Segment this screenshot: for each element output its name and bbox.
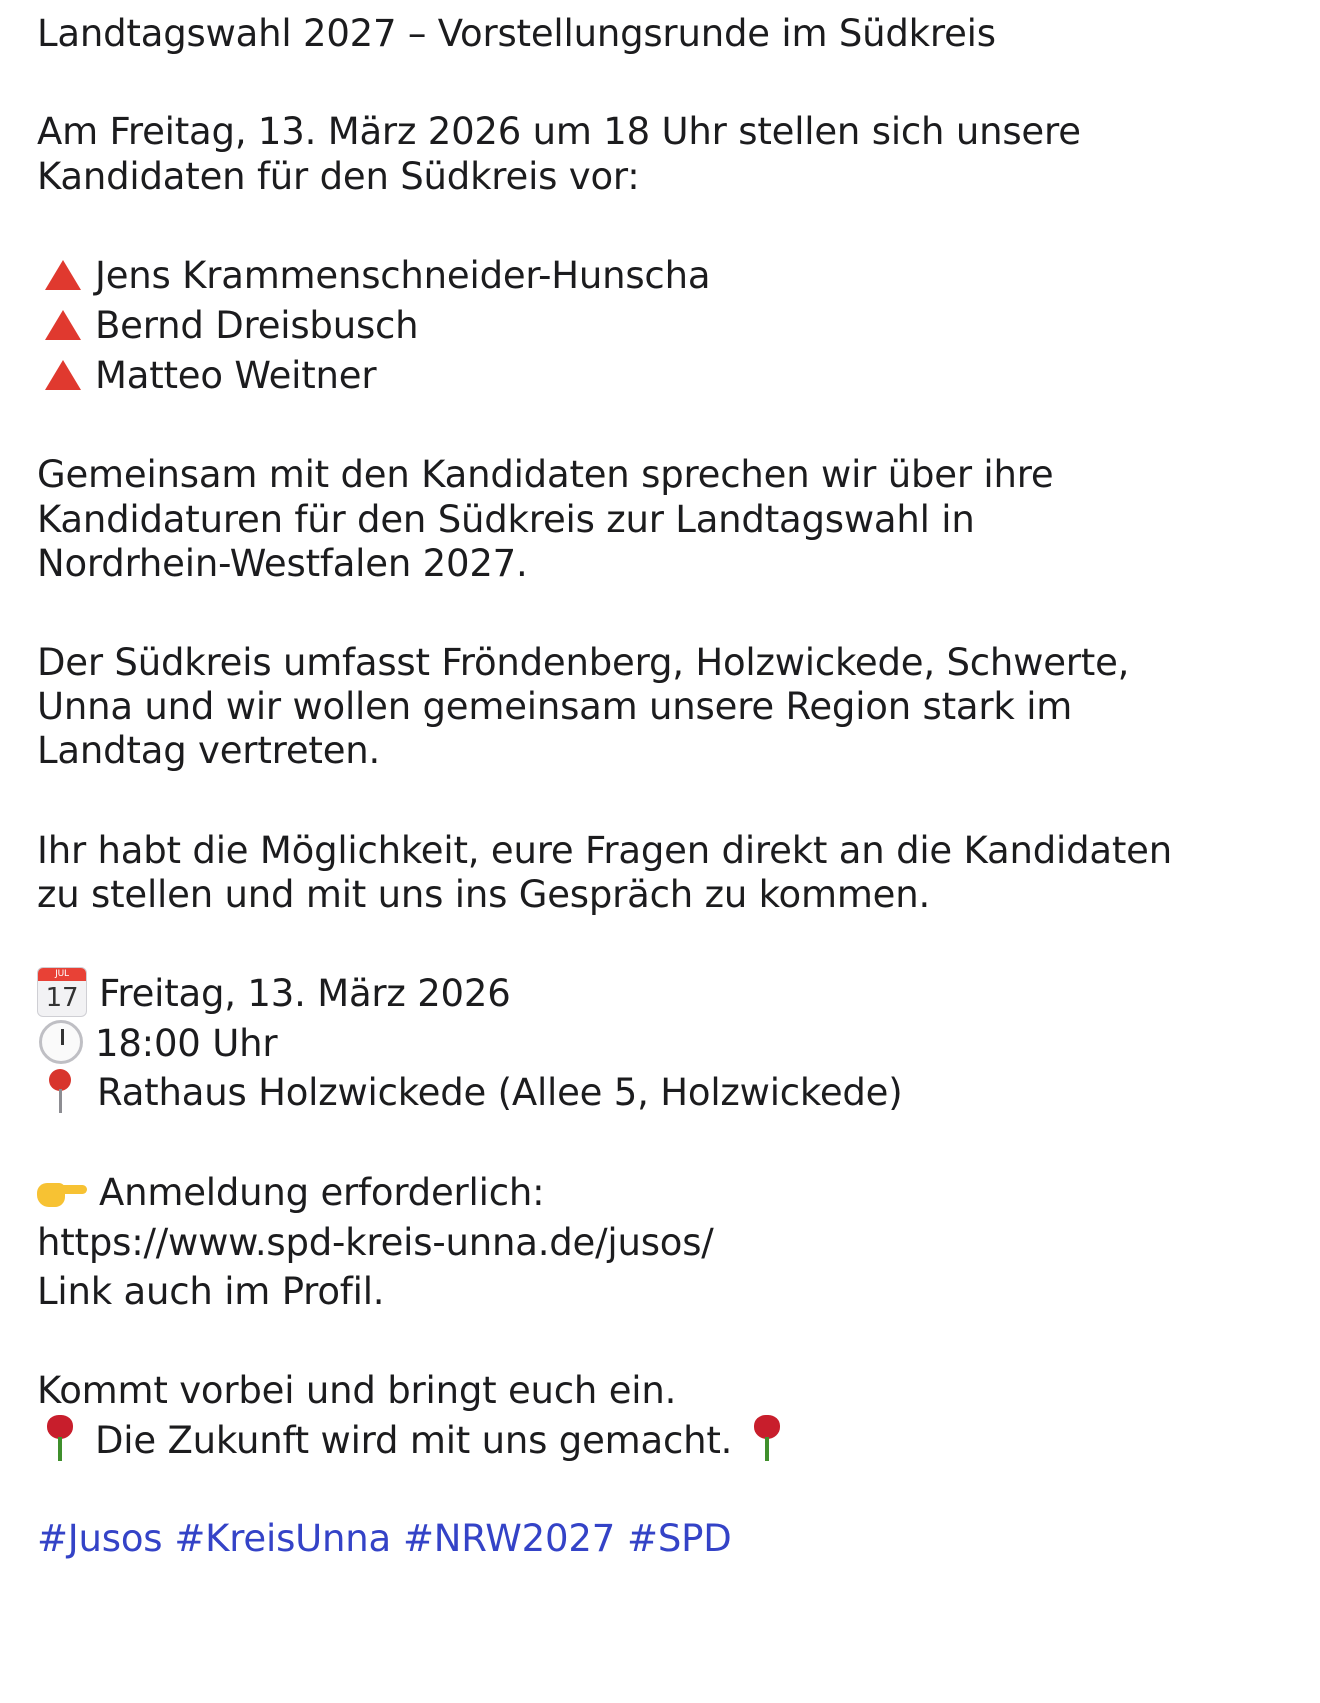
candidate-name: Jens Krammenschneider-Hunscha <box>95 254 711 297</box>
candidate-name: Bernd Dreisbusch <box>95 304 419 347</box>
event-location-text: Rathaus Holzwickede (Allee 5, Holzwickede) <box>97 1071 903 1114</box>
event-date-text: Freitag, 13. März 2026 <box>99 972 511 1015</box>
rose-icon <box>744 1415 790 1463</box>
event-time-text: 18:00 Uhr <box>95 1022 278 1065</box>
pointing-hand-icon <box>37 1173 87 1209</box>
paragraph-2-line-2: Unna und wir wollen gemeinsam unsere Region stark im <box>37 685 1073 728</box>
rose-icon <box>37 1415 83 1463</box>
red-triangle-icon <box>45 310 81 340</box>
paragraph-1-line-3: Nordrhein-Westfalen 2027. <box>37 542 528 585</box>
paragraph-1-line-2: Kandidaturen für den Südkreis zur Landtagswahl in <box>37 498 975 541</box>
registration-link[interactable]: https://www.spd-kreis-unna.de/jusos/ <box>37 1221 714 1264</box>
event-date <box>37 970 511 1021</box>
red-triangle-icon <box>45 260 81 290</box>
registration-label <box>37 1169 544 1217</box>
event-location <box>37 1069 902 1119</box>
paragraph-1-line-1: Gemeinsam mit den Kandidaten sprechen wir über ihre <box>37 453 1054 496</box>
paragraph-3-line-2: zu stellen und mit uns ins Gespräch zu kommen. <box>37 873 931 916</box>
candidate-item <box>37 252 710 300</box>
candidate-item <box>37 302 418 350</box>
calendar-icon <box>37 967 87 1017</box>
post-title: Landtagswahl 2027 – Vorstellungsrunde im Südkreis <box>37 12 996 55</box>
hashtag-link[interactable]: #SPD <box>627 1517 732 1560</box>
pin-icon <box>37 1067 85 1115</box>
hashtag-link[interactable]: #Jusos <box>37 1517 163 1560</box>
calendar-day: 17 <box>45 982 79 1013</box>
closing-line-1: Kommt vorbei und bringt euch ein. <box>37 1369 677 1412</box>
paragraph-3-line-1: Ihr habt die Möglichkeit, eure Fragen direkt an die Kandidaten <box>37 829 1172 872</box>
clock-icon <box>39 1020 83 1064</box>
event-time <box>37 1020 277 1068</box>
registration-label-text: Anmeldung erforderlich: <box>99 1171 545 1214</box>
candidate-name: Matteo Weitner <box>95 354 377 397</box>
hashtag-link[interactable]: #KreisUnna <box>174 1517 391 1560</box>
closing-line-2-text: Die Zukunft wird mit uns gemacht. <box>95 1419 733 1462</box>
registration-note: Link auch im Profil. <box>37 1270 385 1313</box>
paragraph-2-line-1: Der Südkreis umfasst Fröndenberg, Holzwickede, Schwerte, <box>37 641 1130 684</box>
paragraph-2-line-3: Landtag vertreten. <box>37 729 381 772</box>
calendar-month: JUL <box>38 968 86 981</box>
intro-line-1: Am Freitag, 13. März 2026 um 18 Uhr stellen sich unsere <box>37 110 1081 153</box>
closing-line-2 <box>37 1417 790 1467</box>
red-triangle-icon <box>45 360 81 390</box>
hashtag-list <box>37 1515 744 1563</box>
intro-line-2: Kandidaten für den Südkreis vor: <box>37 155 640 198</box>
hashtag-link[interactable]: #NRW2027 <box>403 1517 616 1560</box>
candidate-item <box>37 352 376 400</box>
